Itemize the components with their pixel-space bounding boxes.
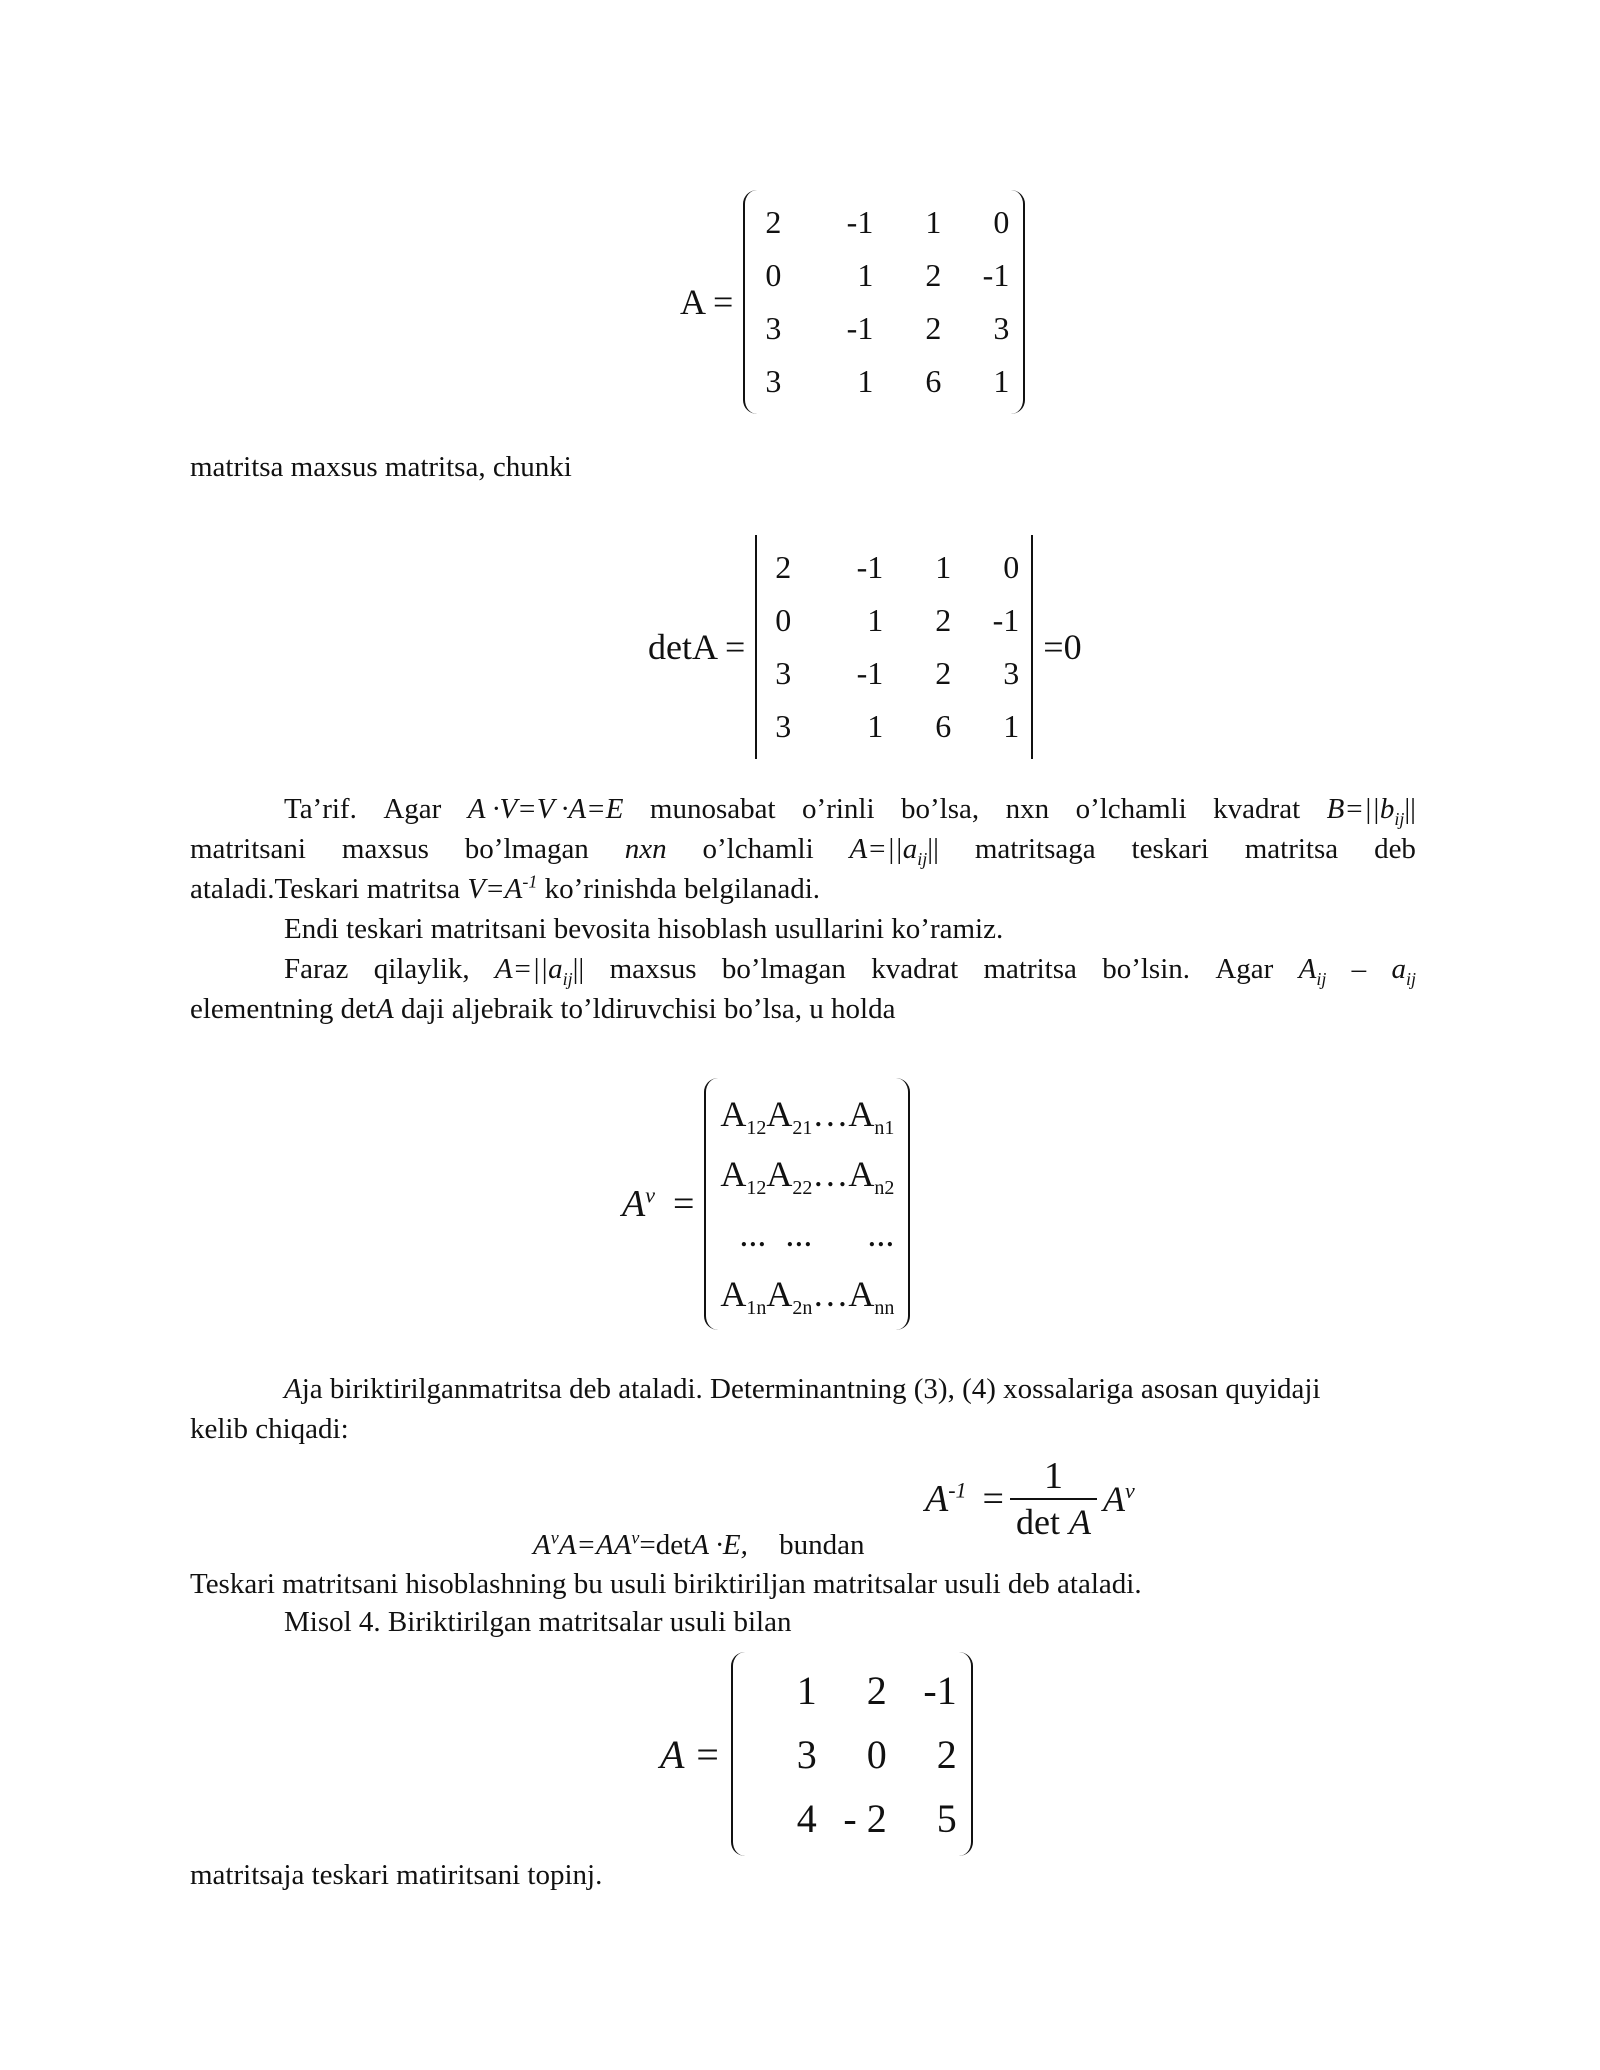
det-a-result: =0 xyxy=(1043,627,1082,667)
cell: 2 xyxy=(925,310,942,346)
cell: 0 xyxy=(765,257,782,293)
matrix-a-brackets xyxy=(743,190,1025,414)
entry: … xyxy=(812,1094,849,1134)
cell xyxy=(848,1264,894,1324)
bundan-word: bundan xyxy=(779,1529,865,1561)
matrix-a2-table xyxy=(747,1658,957,1850)
cell: 1 xyxy=(796,1667,817,1713)
tarif-line-3 xyxy=(190,870,820,908)
subscript: n2 xyxy=(874,1177,895,1200)
cell: 3 xyxy=(796,1731,817,1777)
adjugate-label xyxy=(622,1182,655,1226)
word: – xyxy=(1351,953,1367,985)
word xyxy=(1327,790,1416,828)
numerator: 1 xyxy=(1043,1455,1063,1497)
cell: -1 xyxy=(856,655,884,691)
text: A xyxy=(376,993,394,1025)
entry: A xyxy=(766,1154,793,1194)
cell xyxy=(720,1144,766,1204)
adjugate-eq: = xyxy=(672,1183,695,1225)
text: A xyxy=(925,1478,949,1520)
cell xyxy=(812,1084,848,1144)
entry: A xyxy=(720,1274,747,1314)
entry: A xyxy=(848,1154,875,1194)
cell: 6 xyxy=(935,708,952,744)
entry: … xyxy=(812,1154,849,1194)
word: Ta’rif. xyxy=(284,793,357,825)
element: a xyxy=(1391,953,1406,985)
word xyxy=(1391,950,1416,988)
cell: 2 xyxy=(765,204,782,240)
tarif-line-2 xyxy=(190,830,1416,868)
entry: ... xyxy=(785,1214,813,1254)
paragraph-endi: Endi teskari matritsani bevosita hisoblash usullarini ko’ramiz. xyxy=(284,913,1004,945)
cell: 1 xyxy=(867,708,884,744)
word: matritsani xyxy=(190,833,306,865)
entry: ... xyxy=(867,1214,895,1254)
subscript: nn xyxy=(874,1297,895,1320)
cell: 5 xyxy=(936,1795,957,1841)
cell: -1 xyxy=(846,204,874,240)
superscript: v xyxy=(550,1527,559,1548)
word xyxy=(495,950,584,988)
text: ko’rinishda belgilanadi. xyxy=(537,873,821,905)
paragraph-final: matritsaja teskari matiritsani topinj. xyxy=(190,1859,603,1891)
aja-line-1 xyxy=(284,1370,1320,1408)
adjugate-table xyxy=(720,1084,894,1324)
matrix-a2-equation xyxy=(660,1652,973,1856)
paragraph-misol: Misol 4. Biriktirilgan matritsalar usuli bilan xyxy=(284,1606,792,1638)
faraz-line-2 xyxy=(190,990,896,1028)
entry: ... xyxy=(739,1214,767,1254)
cell xyxy=(766,1144,812,1204)
cell: 0 xyxy=(1003,549,1020,585)
aja-line-2: kelib chiqadi: xyxy=(190,1413,349,1445)
cell: 2 xyxy=(866,1667,887,1713)
matrix-a-equation xyxy=(680,190,1025,414)
cell: 3 xyxy=(1003,655,1020,691)
word: maxsus xyxy=(341,833,429,865)
inverse-formula xyxy=(925,1454,1135,1544)
cell: 1 xyxy=(993,363,1010,399)
cell xyxy=(766,1084,812,1144)
cell: 3 xyxy=(775,655,792,691)
entry: A xyxy=(848,1094,875,1134)
entry: A xyxy=(766,1274,793,1314)
cell xyxy=(848,1144,894,1204)
cell: 1 xyxy=(935,549,952,585)
word: matritsa xyxy=(983,953,1077,985)
entry: … xyxy=(812,1274,849,1314)
word: munosabat xyxy=(649,793,776,825)
det-a-table xyxy=(769,541,1019,753)
inverse-lhs xyxy=(925,1477,967,1521)
word: nxn xyxy=(1005,793,1050,825)
word: nxn xyxy=(624,833,667,865)
bars: || xyxy=(1404,793,1416,825)
word: Agar xyxy=(1215,953,1274,985)
cell: 1 xyxy=(867,602,884,638)
subscript: ij xyxy=(1405,968,1416,989)
text: elementning det xyxy=(190,993,377,1025)
text: A xyxy=(691,1529,709,1561)
entry: A xyxy=(848,1274,875,1314)
formula-left xyxy=(533,1526,865,1564)
cell: 3 xyxy=(765,310,782,346)
superscript: v xyxy=(631,1527,640,1548)
cell: 2 xyxy=(925,257,942,293)
subscript: 12 xyxy=(746,1177,767,1200)
cell: 2 xyxy=(775,549,792,585)
cell xyxy=(720,1084,766,1144)
tarif-line-1 xyxy=(284,790,1416,828)
word: teskari xyxy=(1131,833,1209,865)
cofactor: A xyxy=(1298,953,1317,985)
cell: -1 xyxy=(856,549,884,585)
word: Faraz xyxy=(284,953,349,985)
word: matritsaga xyxy=(974,833,1096,865)
word: o’lchamli xyxy=(702,833,814,865)
cell: 0 xyxy=(866,1731,887,1777)
superscript: v xyxy=(1124,1478,1135,1503)
bars: || xyxy=(572,953,585,985)
text: A xyxy=(1102,1479,1125,1519)
text: A xyxy=(533,1529,551,1561)
entry: A xyxy=(720,1154,747,1194)
b-matrix: B=||b xyxy=(1326,793,1395,825)
cell xyxy=(812,1264,848,1324)
subscript: ij xyxy=(1316,968,1327,989)
superscript: v xyxy=(645,1182,655,1208)
cell: -1 xyxy=(982,257,1010,293)
matrix-a-label: A = xyxy=(680,282,734,322)
cell: - 2 xyxy=(843,1795,887,1841)
cell: 1 xyxy=(857,363,874,399)
cell: 1 xyxy=(1003,708,1020,744)
adj-a: A xyxy=(622,1183,646,1225)
subscript: 22 xyxy=(792,1177,813,1200)
word: bo’lsin. xyxy=(1102,953,1191,985)
equals-sign: = xyxy=(982,1478,1004,1520)
subscript: ij xyxy=(562,968,573,989)
subscript: ij xyxy=(917,848,928,869)
subscript: 2n xyxy=(792,1297,813,1320)
cell xyxy=(720,1264,766,1324)
entry: A xyxy=(766,1094,793,1134)
bars: || xyxy=(927,833,939,865)
cell xyxy=(848,1204,894,1264)
cell: 0 xyxy=(775,602,792,638)
word: bo’lsa, xyxy=(901,793,980,825)
text: det xyxy=(1015,1502,1069,1542)
subscript: 21 xyxy=(792,1117,813,1140)
paragraph-text1: matritsa maxsus matritsa, chunki xyxy=(190,451,572,483)
cell: 6 xyxy=(925,363,942,399)
cell xyxy=(720,1204,766,1264)
det-a-label: detA = xyxy=(648,627,746,667)
text: ataladi.Teskari matritsa xyxy=(190,873,468,905)
cell: 2 xyxy=(935,655,952,691)
matrix-a2-brackets xyxy=(731,1652,973,1856)
word xyxy=(1299,950,1327,988)
a-matrix: A=||a xyxy=(494,953,563,985)
cell: -1 xyxy=(992,602,1020,638)
word: Agar xyxy=(383,793,442,825)
word: bo’lmagan xyxy=(464,833,589,865)
word: kvadrat xyxy=(1213,793,1301,825)
cell: 2 xyxy=(936,1731,957,1777)
cell xyxy=(766,1264,812,1324)
cell xyxy=(812,1204,848,1264)
subscript: n1 xyxy=(874,1117,895,1140)
word: A ·V=V ·A=E xyxy=(467,793,624,825)
inverse-rhs xyxy=(1103,1478,1135,1520)
word: qilaylik, xyxy=(373,953,470,985)
cell: -1 xyxy=(846,310,874,346)
word: o’rinli xyxy=(802,793,875,825)
text: ja biriktirilganmatritsa deb ataladi. Determinantning (3), (4) xossalariga asosan quyidaji xyxy=(301,1373,1321,1405)
cell xyxy=(848,1084,894,1144)
word: o’lchamli xyxy=(1075,793,1187,825)
cell: -1 xyxy=(923,1667,957,1713)
cell: 1 xyxy=(925,204,942,240)
inverse-notation: V=A xyxy=(467,873,523,905)
text: A xyxy=(1068,1502,1091,1542)
word: kvadrat xyxy=(871,953,959,985)
cell xyxy=(766,1204,812,1264)
cell: 3 xyxy=(765,363,782,399)
cell: 4 xyxy=(796,1795,817,1841)
adjugate-brackets xyxy=(704,1078,910,1330)
text: A xyxy=(284,1373,302,1405)
adjugate-equation xyxy=(622,1078,910,1330)
matrix-a-table xyxy=(759,196,1009,408)
det-a-bars xyxy=(755,535,1033,759)
word: deb xyxy=(1374,833,1416,865)
subscript: 1n xyxy=(746,1297,767,1320)
fraction xyxy=(1010,1454,1097,1544)
text: daji aljebraik to’ldiruvchisi bo’lsa, u holda xyxy=(393,993,896,1025)
subscript: 12 xyxy=(746,1117,767,1140)
det-a-equation xyxy=(648,535,1092,759)
superscript: -1 xyxy=(522,871,538,892)
cell: 3 xyxy=(775,708,792,744)
a-matrix: A=||a xyxy=(849,833,918,865)
word xyxy=(850,830,939,868)
cell: 3 xyxy=(993,310,1010,346)
denominator xyxy=(1010,1498,1097,1544)
word: bo’lmagan xyxy=(721,953,846,985)
text: A=AA xyxy=(558,1529,632,1561)
word: maxsus xyxy=(609,953,697,985)
matrix-a2-label: A = xyxy=(660,1731,721,1777)
cell xyxy=(812,1144,848,1204)
paragraph-teskari: Teskari matritsani hisoblashning bu usuli biriktiriljan matritsalar usuli deb ataladi. xyxy=(190,1568,1142,1600)
subscript: ij xyxy=(1394,808,1405,829)
cell: 2 xyxy=(935,602,952,638)
entry: A xyxy=(720,1094,747,1134)
cell: 1 xyxy=(857,257,874,293)
word: matritsa xyxy=(1244,833,1339,865)
cell: 0 xyxy=(993,204,1010,240)
text: ·E, xyxy=(708,1529,748,1561)
faraz-line-1 xyxy=(284,950,1416,988)
superscript: -1 xyxy=(948,1477,967,1503)
text: =det xyxy=(639,1529,692,1561)
